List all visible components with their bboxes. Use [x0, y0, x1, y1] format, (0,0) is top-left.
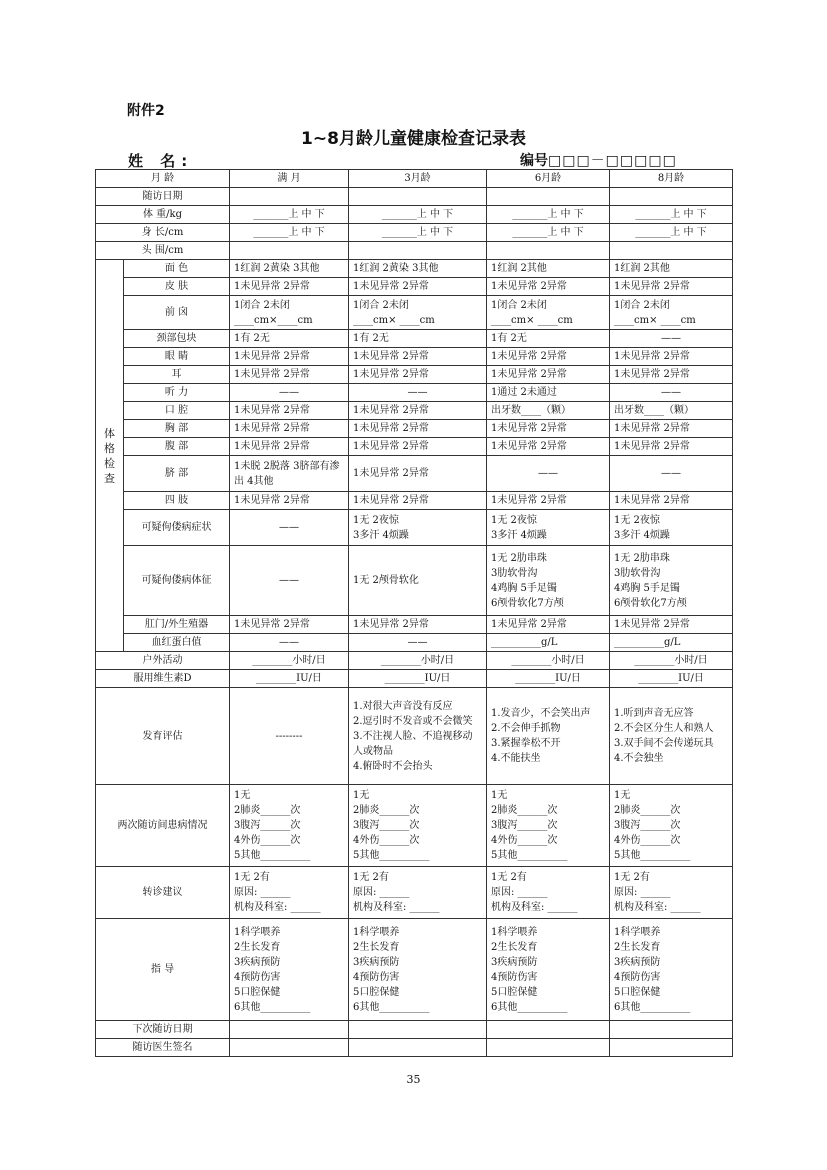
table-cell[interactable]: 1无 2有 原因: ______ 机构及科室: ______ — [487, 867, 610, 919]
table-row-rickets-symptoms — [96, 510, 733, 546]
table-cell[interactable]: 1有 2无 — [230, 330, 349, 348]
table-cell[interactable]: _______上 中 下 — [487, 224, 610, 242]
table-cell[interactable]: 1红润 2黄染 3其他 — [230, 260, 349, 278]
table-cell[interactable]: 1未见异常 2异常 — [349, 456, 487, 492]
table-cell[interactable]: 1闭合 2未闭 ____cm× ____cm — [349, 296, 487, 330]
table-cell[interactable] — [487, 1021, 610, 1039]
table-row-ears — [96, 366, 733, 384]
table-row-outdoor — [96, 652, 733, 670]
table-row-visit-date — [96, 188, 733, 206]
table-cell[interactable]: ________IU/日 — [487, 670, 610, 688]
table-cell[interactable] — [230, 188, 349, 206]
table-cell[interactable]: ________小时/日 — [349, 652, 487, 670]
table-cell[interactable] — [349, 188, 487, 206]
table-row-weight — [96, 206, 733, 224]
row-label: 皮 肤 — [124, 278, 230, 296]
table-cell[interactable]: —— — [230, 384, 349, 402]
table-row-face — [96, 260, 733, 278]
table-cell[interactable]: 1无 2夜惊 3多汗 4烦躁 — [349, 510, 487, 546]
table-cell[interactable]: 1无 2有 原因: ______ 机构及科室: ______ — [610, 867, 733, 919]
table-cell[interactable]: 1未见异常 2异常 — [230, 366, 349, 384]
table-cell[interactable] — [230, 1039, 349, 1057]
table-cell[interactable] — [487, 188, 610, 206]
table-cell[interactable]: 出牙数____（颗） — [610, 402, 733, 420]
table-row-skin — [96, 278, 733, 296]
row-label: 前 囟 — [124, 296, 230, 330]
table-cell[interactable]: 1.对很大声音没有反应 2.逗引时不发音或不会微笑 3.不注视人脸、不追视移动人或物品 4.俯卧时不会抬头 — [349, 688, 487, 785]
row-label: 两次随访间患病情况 — [96, 785, 230, 867]
table-cell[interactable]: 1未见异常 2异常 — [230, 616, 349, 634]
table-cell[interactable]: -------- — [230, 688, 349, 785]
table-cell[interactable]: 1未见异常 2异常 — [487, 438, 610, 456]
table-row-navel — [96, 456, 733, 492]
table-row-doctor-sign — [96, 1039, 733, 1057]
row-label: 肛门/外生殖器 — [124, 616, 230, 634]
serial-number-label — [520, 150, 677, 170]
table-cell[interactable]: —— — [230, 634, 349, 652]
table-cell[interactable]: —— — [230, 510, 349, 546]
table-cell[interactable]: _______上 中 下 — [230, 206, 349, 224]
page-number: 35 — [406, 1073, 421, 1086]
table-cell[interactable]: 1未见异常 2异常 — [230, 420, 349, 438]
table-cell[interactable]: 1未见异常 2异常 — [487, 616, 610, 634]
column-header-2: 3月龄 — [349, 170, 487, 188]
table-cell[interactable]: 1未见异常 2异常 — [487, 278, 610, 296]
table-cell[interactable]: 1未见异常 2异常 — [610, 366, 733, 384]
row-label: 耳 — [124, 366, 230, 384]
table-cell[interactable]: 1未见异常 2异常 — [487, 492, 610, 510]
table-cell[interactable]: 1通过 2未通过 — [487, 384, 610, 402]
table-cell[interactable]: 1未见异常 2异常 — [610, 420, 733, 438]
table-row-limbs — [96, 492, 733, 510]
table-cell[interactable]: 1未见异常 2异常 — [230, 278, 349, 296]
serial-label-text: 编号 — [520, 153, 548, 169]
table-cell[interactable]: 1未见异常 2异常 — [610, 438, 733, 456]
table-cell[interactable]: 1未脱 2脱落 3脐部有渗出 4其他 — [230, 456, 349, 492]
row-label: 服用维生素D — [96, 670, 230, 688]
column-header-4: 8月龄 — [610, 170, 733, 188]
table-cell[interactable]: 1未见异常 2异常 — [230, 348, 349, 366]
row-label: 眼 睛 — [124, 348, 230, 366]
table-cell[interactable]: 1科学喂养 2生长发育 3疾病预防 4预防伤害 5口腔保健 6其他__________ — [610, 919, 733, 1021]
table-row-header — [96, 170, 733, 188]
table-cell[interactable]: 1未见异常 2异常 — [230, 402, 349, 420]
name-label: 姓 名: — [128, 152, 194, 170]
row-label: 随访医生签名 — [96, 1039, 230, 1057]
table-cell[interactable]: —— — [349, 384, 487, 402]
row-label: 随访日期 — [96, 188, 230, 206]
table-cell[interactable]: ________IU/日 — [610, 670, 733, 688]
table-cell[interactable] — [230, 242, 349, 260]
table-cell[interactable]: __________g/L — [487, 634, 610, 652]
table-cell[interactable]: 1闭合 2未闭 ____cm× ____cm — [487, 296, 610, 330]
table-row-chest — [96, 420, 733, 438]
table-row-height — [96, 224, 733, 242]
table-cell[interactable]: 1无 2夜惊 3多汗 4烦躁 — [610, 510, 733, 546]
page-title: 1~8月龄儿童健康检查记录表 — [301, 129, 526, 149]
table-cell[interactable]: 出牙数____（颗） — [487, 402, 610, 420]
row-label: 四 肢 — [124, 492, 230, 510]
table-cell[interactable]: 1无 2肺炎______次 3腹泻______次 4外伤______次 5其他__________ — [349, 785, 487, 867]
row-label: 指 导 — [96, 919, 230, 1021]
table-cell[interactable]: —— — [610, 456, 733, 492]
table-row-rickets-signs — [96, 546, 733, 616]
row-label: 发育评估 — [96, 688, 230, 785]
table-cell[interactable]: 1未见异常 2异常 — [349, 420, 487, 438]
table-cell[interactable]: 1无 2肋串珠 3肋软骨沟 4鸡胸 5手足镯 6颅骨软化7方颅 — [487, 546, 610, 616]
attachment-label: 附件2 — [127, 103, 165, 119]
table-cell[interactable]: —— — [230, 546, 349, 616]
table-cell[interactable]: 1未见异常 2异常 — [349, 438, 487, 456]
table-cell[interactable]: 1.发音少，不会笑出声 2.不会伸手抓物 3.紧握拳松不开 4.不能扶坐 — [487, 688, 610, 785]
table-cell[interactable]: 1未见异常 2异常 — [610, 492, 733, 510]
table-cell[interactable]: 1无 2夜惊 3多汗 4烦躁 — [487, 510, 610, 546]
table-cell[interactable]: 1无 2颅骨软化 — [349, 546, 487, 616]
table-cell[interactable]: 1未见异常 2异常 — [349, 278, 487, 296]
table-cell[interactable]: 1闭合 2未闭 ____cm× ____cm — [610, 296, 733, 330]
table-cell[interactable]: 1未见异常 2异常 — [349, 616, 487, 634]
table-cell[interactable]: 1未见异常 2异常 — [349, 402, 487, 420]
table-cell[interactable] — [610, 1039, 733, 1057]
table-cell[interactable]: 1未见异常 2异常 — [610, 348, 733, 366]
table-row-next-visit — [96, 1021, 733, 1039]
table-cell[interactable]: 1未见异常 2异常 — [487, 420, 610, 438]
row-label: 身 长/cm — [96, 224, 230, 242]
row-label: 脐 部 — [124, 456, 230, 492]
row-label: 面 色 — [124, 260, 230, 278]
table-cell[interactable]: 1有 2无 — [487, 330, 610, 348]
table-cell[interactable] — [610, 1021, 733, 1039]
table-cell[interactable] — [230, 1021, 349, 1039]
row-label: 血红蛋白值 — [124, 634, 230, 652]
table-cell[interactable]: 1.听到声音无应答 2.不会区分生人和熟人 3.双手间不会传递玩具 4.不会独坐 — [610, 688, 733, 785]
checkup-record-table — [95, 169, 733, 1057]
table-row-abdomen — [96, 438, 733, 456]
table-cell[interactable]: 1红润 2其他 — [610, 260, 733, 278]
table-cell[interactable]: 1无 2肋串珠 3肋软骨沟 4鸡胸 5手足镯 6颅骨软化7方颅 — [610, 546, 733, 616]
table-cell[interactable]: 1未见异常 2异常 — [349, 492, 487, 510]
table-row-mouth — [96, 402, 733, 420]
table-cell[interactable]: 1未见异常 2异常 — [349, 348, 487, 366]
row-label: 户外活动 — [96, 652, 230, 670]
table-cell[interactable] — [487, 242, 610, 260]
table-cell[interactable]: 1无 2肺炎______次 3腹泻______次 4外伤______次 5其他__________ — [487, 785, 610, 867]
table-cell[interactable]: 1无 2肺炎______次 3腹泻______次 4外伤______次 5其他__________ — [230, 785, 349, 867]
table-cell[interactable] — [349, 1021, 487, 1039]
table-cell[interactable]: 1未见异常 2异常 — [487, 366, 610, 384]
table-row-development — [96, 688, 733, 785]
table-row-guidance — [96, 919, 733, 1021]
table-cell[interactable]: 1有 2无 — [349, 330, 487, 348]
serial-boxes: □□□－□□□□□ — [548, 153, 677, 169]
table-cell[interactable]: 1无 2有 原因: ______ 机构及科室: ______ — [349, 867, 487, 919]
table-cell[interactable]: 1未见异常 2异常 — [487, 348, 610, 366]
table-cell[interactable] — [610, 242, 733, 260]
table-row-illness — [96, 785, 733, 867]
table-cell[interactable] — [349, 1039, 487, 1057]
table-cell[interactable]: 1未见异常 2异常 — [610, 278, 733, 296]
table-row-anus — [96, 616, 733, 634]
row-label: 体 重/kg — [96, 206, 230, 224]
table-cell[interactable]: _______上 中 下 — [349, 206, 487, 224]
table-cell[interactable] — [487, 1039, 610, 1057]
table-cell[interactable]: ________小时/日 — [230, 652, 349, 670]
table-cell[interactable]: 1科学喂养 2生长发育 3疾病预防 4预防伤害 5口腔保健 6其他__________ — [487, 919, 610, 1021]
table-cell[interactable]: _______上 中 下 — [610, 206, 733, 224]
table-cell[interactable]: 1红润 2其他 — [487, 260, 610, 278]
table-cell[interactable]: 1无 2肺炎______次 3腹泻______次 4外伤______次 5其他__________ — [610, 785, 733, 867]
row-label: 可疑佝偻病症状 — [124, 510, 230, 546]
table-cell[interactable]: ________IU/日 — [349, 670, 487, 688]
table-cell[interactable]: 1无 2有 原因: ______ 机构及科室: ______ — [230, 867, 349, 919]
table-cell[interactable]: _______上 中 下 — [230, 224, 349, 242]
table-cell[interactable]: 1未见异常 2异常 — [230, 438, 349, 456]
table-cell[interactable]: __________g/L — [610, 634, 733, 652]
table-cell[interactable]: 1科学喂养 2生长发育 3疾病预防 4预防伤害 5口腔保健 6其他__________ — [230, 919, 349, 1021]
table-cell[interactable] — [349, 242, 487, 260]
table-cell[interactable]: 1未见异常 2异常 — [610, 616, 733, 634]
table-row-eyes — [96, 348, 733, 366]
table-row-head — [96, 242, 733, 260]
table-row-fontanelle — [96, 296, 733, 330]
table-cell[interactable]: —— — [610, 330, 733, 348]
table-cell[interactable] — [610, 188, 733, 206]
table-row-referral — [96, 867, 733, 919]
table-row-neck-mass — [96, 330, 733, 348]
table-cell[interactable]: 1闭合 2未闭 ____cm×____cm — [230, 296, 349, 330]
row-label: 颈部包块 — [124, 330, 230, 348]
table-cell[interactable]: —— — [610, 384, 733, 402]
row-label: 口 腔 — [124, 402, 230, 420]
table-cell[interactable]: _______上 中 下 — [349, 224, 487, 242]
table-cell[interactable]: _______上 中 下 — [487, 206, 610, 224]
row-label: 腹 部 — [124, 438, 230, 456]
table-row-hearing — [96, 384, 733, 402]
table-cell[interactable]: 1未见异常 2异常 — [230, 492, 349, 510]
table-cell[interactable]: —— — [349, 634, 487, 652]
row-label: 转诊建议 — [96, 867, 230, 919]
table-cell[interactable]: 1红润 2黄染 3其他 — [349, 260, 487, 278]
table-row-vitamin-d — [96, 670, 733, 688]
table-cell[interactable]: ________小时/日 — [487, 652, 610, 670]
table-cell[interactable]: —— — [487, 456, 610, 492]
row-label: 下次随访日期 — [96, 1021, 230, 1039]
column-header-3: 6月龄 — [487, 170, 610, 188]
column-header-age: 月 龄 — [96, 170, 230, 188]
row-label: 听 力 — [124, 384, 230, 402]
row-label: 可疑佝偻病体征 — [124, 546, 230, 616]
table-cell[interactable]: 1科学喂养 2生长发育 3疾病预防 4预防伤害 5口腔保健 6其他__________ — [349, 919, 487, 1021]
row-label: 胸 部 — [124, 420, 230, 438]
table-cell[interactable]: 1未见异常 2异常 — [349, 366, 487, 384]
table-cell[interactable]: _______上 中 下 — [610, 224, 733, 242]
table-cell[interactable]: ________IU/日 — [230, 670, 349, 688]
table-cell[interactable]: ________小时/日 — [610, 652, 733, 670]
column-header-1: 满 月 — [230, 170, 349, 188]
physical-exam-group-label: 体 格 检 查 — [96, 260, 124, 652]
table-row-hemoglobin — [96, 634, 733, 652]
row-label: 头 围/cm — [96, 242, 230, 260]
table-body — [96, 170, 733, 1057]
